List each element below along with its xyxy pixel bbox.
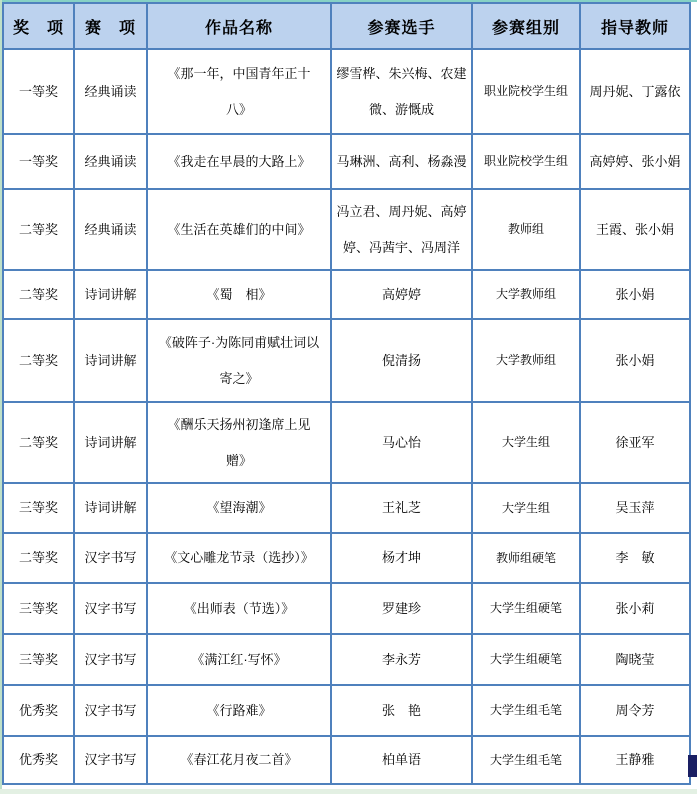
cell-teachers: 李 敏 xyxy=(580,533,690,583)
cell-work: 《春江花月夜二首》 xyxy=(147,736,331,784)
cell-teachers: 陶晓莹 xyxy=(580,634,690,685)
cell-event: 诗词讲解 xyxy=(74,319,147,402)
cell-award: 二等奖 xyxy=(3,319,74,402)
cell-teachers: 王静雅 xyxy=(580,736,690,784)
cell-teachers: 张小娟 xyxy=(580,270,690,319)
cell-contestants: 张 艳 xyxy=(331,685,472,736)
cell-group: 大学教师组 xyxy=(472,270,580,319)
cell-work: 《那一年，中国青年正十八》 xyxy=(147,49,331,134)
cell-contestants: 李永芳 xyxy=(331,634,472,685)
cell-work: 《我走在早晨的大路上》 xyxy=(147,134,331,189)
scrollbar-thumb[interactable] xyxy=(688,755,697,777)
cell-contestants: 王礼芝 xyxy=(331,483,472,533)
cell-event: 经典诵读 xyxy=(74,189,147,270)
table-row xyxy=(3,270,690,319)
cell-work: 《文心雕龙节录（选抄）》 xyxy=(147,533,331,583)
cell-award: 三等奖 xyxy=(3,583,74,634)
cell-group: 大学生组 xyxy=(472,402,580,483)
awards-table xyxy=(2,2,691,785)
table-header-row xyxy=(3,3,690,49)
table-row xyxy=(3,483,690,533)
cell-award: 一等奖 xyxy=(3,49,74,134)
cell-award: 一等奖 xyxy=(3,134,74,189)
cell-award: 优秀奖 xyxy=(3,685,74,736)
cell-contestants: 冯立君、周丹妮、高婷婷、冯茜宇、冯周洋 xyxy=(331,189,472,270)
cell-group: 职业院校学生组 xyxy=(472,49,580,134)
cell-award: 二等奖 xyxy=(3,270,74,319)
cell-work: 《酬乐天扬州初逢席上见赠》 xyxy=(147,402,331,483)
bottom-green-strip xyxy=(0,789,697,794)
cell-event: 汉字书写 xyxy=(74,583,147,634)
cell-work: 《生活在英雄们的中间》 xyxy=(147,189,331,270)
col-header-event: 赛 项 xyxy=(74,3,147,49)
cell-event: 诗词讲解 xyxy=(74,270,147,319)
cell-group: 大学生组毛笔 xyxy=(472,685,580,736)
cell-event: 经典诵读 xyxy=(74,134,147,189)
cell-contestants: 倪清扬 xyxy=(331,319,472,402)
table-row xyxy=(3,189,690,270)
cell-event: 诗词讲解 xyxy=(74,402,147,483)
cell-group: 大学生组硬笔 xyxy=(472,583,580,634)
cell-event: 汉字书写 xyxy=(74,736,147,784)
table-row xyxy=(3,685,690,736)
cell-event: 汉字书写 xyxy=(74,533,147,583)
cell-work: 《行路难》 xyxy=(147,685,331,736)
cell-group: 大学生组 xyxy=(472,483,580,533)
cell-teachers: 吴玉萍 xyxy=(580,483,690,533)
col-header-award: 奖 项 xyxy=(3,3,74,49)
cell-work: 《出师表（节选）》 xyxy=(147,583,331,634)
cell-group: 大学生组毛笔 xyxy=(472,736,580,784)
cell-teachers: 周令芳 xyxy=(580,685,690,736)
cell-teachers: 徐亚军 xyxy=(580,402,690,483)
col-header-work: 作品名称 xyxy=(147,3,331,49)
cell-work: 《破阵子·为陈同甫赋壮词以寄之》 xyxy=(147,319,331,402)
cell-teachers: 高婷婷、张小娟 xyxy=(580,134,690,189)
table-row xyxy=(3,533,690,583)
cell-group: 大学生组硬笔 xyxy=(472,634,580,685)
cell-event: 诗词讲解 xyxy=(74,483,147,533)
cell-event: 汉字书写 xyxy=(74,634,147,685)
cell-contestants: 罗建珍 xyxy=(331,583,472,634)
col-header-teachers: 指导教师 xyxy=(580,3,690,49)
table-row xyxy=(3,319,690,402)
cell-event: 汉字书写 xyxy=(74,685,147,736)
cell-award: 三等奖 xyxy=(3,483,74,533)
cell-work: 《满江红·写怀》 xyxy=(147,634,331,685)
table-row xyxy=(3,134,690,189)
cell-teachers: 张小莉 xyxy=(580,583,690,634)
cell-contestants: 缪雪桦、朱兴梅、农建微、游慨成 xyxy=(331,49,472,134)
cell-contestants: 马心怡 xyxy=(331,402,472,483)
cell-award: 二等奖 xyxy=(3,533,74,583)
table-row xyxy=(3,583,690,634)
col-header-group: 参赛组别 xyxy=(472,3,580,49)
cell-award: 二等奖 xyxy=(3,189,74,270)
table-row xyxy=(3,402,690,483)
cell-contestants: 杨才坤 xyxy=(331,533,472,583)
table-row xyxy=(3,49,690,134)
cell-group: 教师组硬笔 xyxy=(472,533,580,583)
cell-group: 大学教师组 xyxy=(472,319,580,402)
col-header-contestants: 参赛选手 xyxy=(331,3,472,49)
cell-event: 经典诵读 xyxy=(74,49,147,134)
table-row xyxy=(3,634,690,685)
cell-group: 教师组 xyxy=(472,189,580,270)
cell-contestants: 柏单语 xyxy=(331,736,472,784)
cell-group: 职业院校学生组 xyxy=(472,134,580,189)
cell-teachers: 王霞、张小娟 xyxy=(580,189,690,270)
cell-work: 《蜀 相》 xyxy=(147,270,331,319)
cell-award: 优秀奖 xyxy=(3,736,74,784)
cell-award: 二等奖 xyxy=(3,402,74,483)
cell-teachers: 周丹妮、丁露依 xyxy=(580,49,690,134)
table-row xyxy=(3,736,690,784)
cell-work: 《望海潮》 xyxy=(147,483,331,533)
cell-contestants: 高婷婷 xyxy=(331,270,472,319)
cell-teachers: 张小娟 xyxy=(580,319,690,402)
cell-award: 三等奖 xyxy=(3,634,74,685)
cell-contestants: 马琳洲、高利、杨淼漫 xyxy=(331,134,472,189)
